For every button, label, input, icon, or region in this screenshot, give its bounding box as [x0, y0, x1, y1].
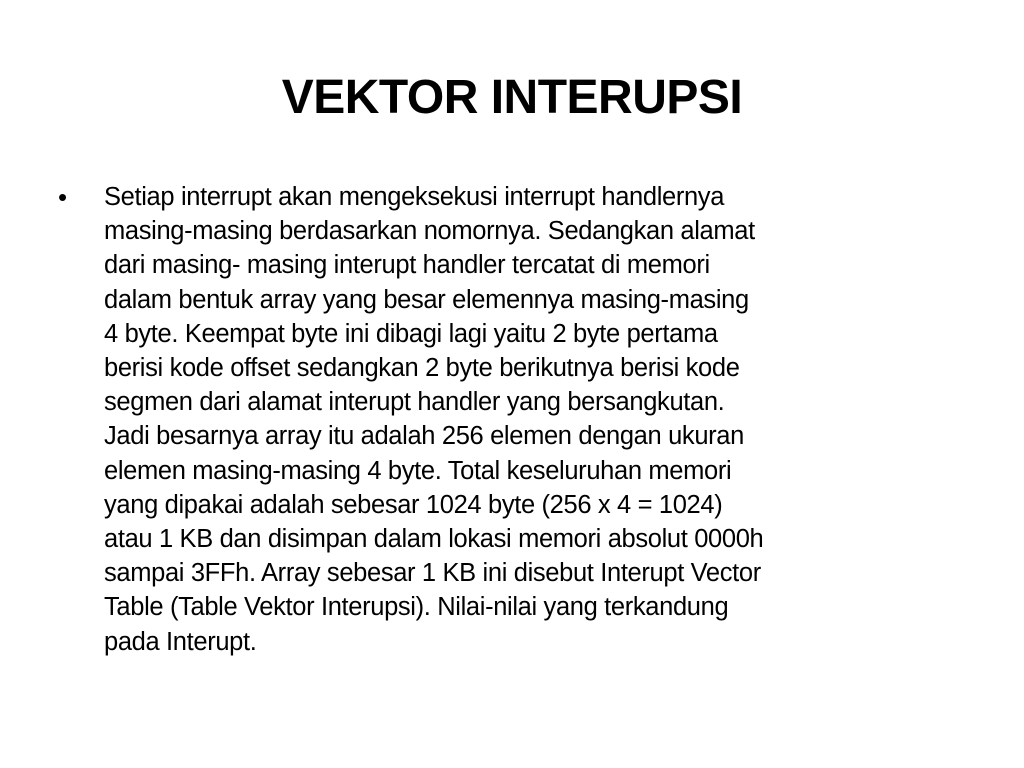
text-line: Setiap interrupt akan mengeksekusi interrupt handlernya — [104, 183, 725, 211]
text-line: yang dipakai adalah sebesar 1024 byte (256 x 4 = 1024) — [104, 490, 723, 519]
text-line: dalam bentuk array yang besar elemennya masing-masing — [104, 285, 749, 314]
text-line: atau 1 KB dan disimpan dalam lokasi memori absolut 0000h — [104, 525, 764, 554]
text-line: segmen dari alamat interupt handler yang bersangkutan. — [104, 388, 725, 417]
text-line: Jadi besarnya array itu adalah 256 elemen dengan ukuran — [104, 422, 744, 451]
text-line: Table (Table Vektor Interupsi). Nilai-nilai yang terkandung — [104, 593, 729, 622]
bullet-icon: • — [58, 182, 68, 212]
bullet-text — [104, 180, 976, 659]
text-line: 4 byte. Keempat byte ini dibagi lagi yaitu 2 byte pertama — [104, 319, 718, 348]
text-line: masing-masing berdasarkan nomornya. Sedangkan alamat — [104, 217, 755, 246]
text-line: elemen masing-masing 4 byte. Total keseluruhan memori — [104, 456, 732, 485]
bullet-item — [56, 180, 976, 659]
text-line: pada Interupt. — [104, 627, 257, 656]
text-line: dari masing- masing interupt handler tercatat di memori — [104, 251, 710, 280]
text-line: sampai 3FFh. Array sebesar 1 KB ini disebut Interupt Vector — [104, 559, 761, 588]
text-line: berisi kode offset sedangkan 2 byte berikutnya berisi kode — [104, 354, 740, 383]
slide-body — [56, 180, 976, 659]
slide-title: VEKTOR INTERUPSI — [281, 71, 743, 124]
